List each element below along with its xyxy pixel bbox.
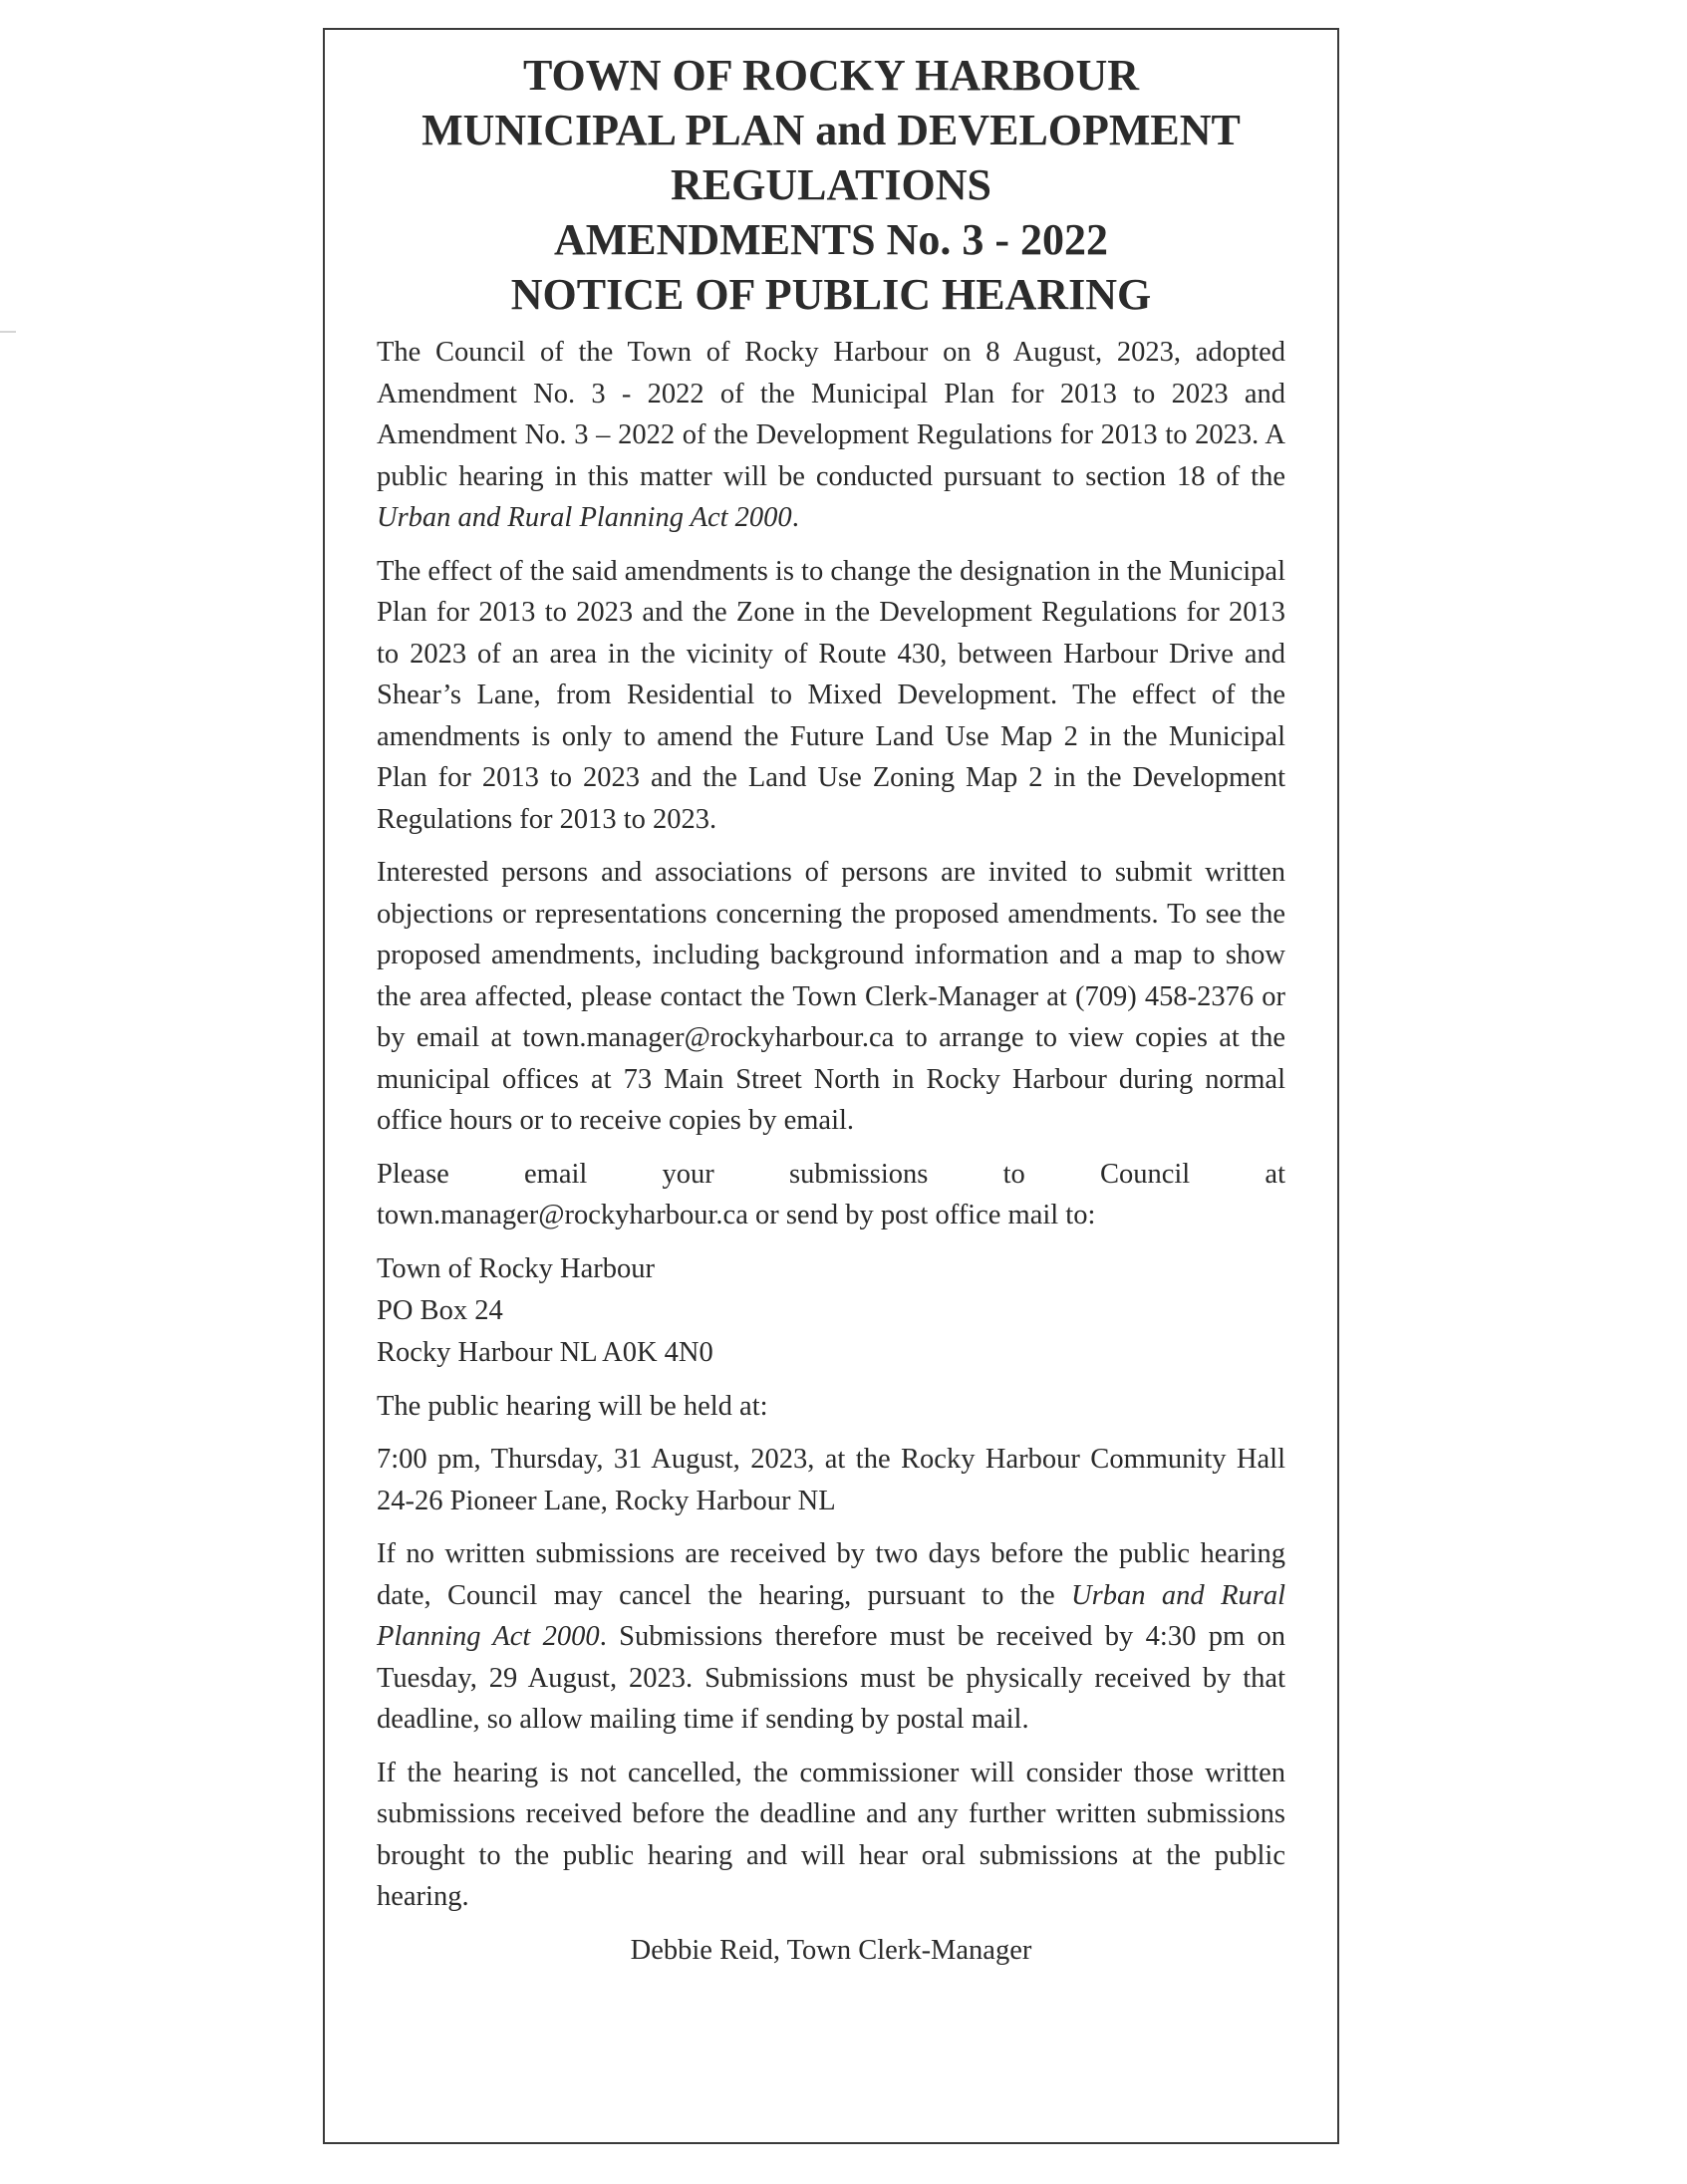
- invitation-paragraph: Interested persons and associations of persons are invited to submit written objections or representations concerning the proposed amendments. To see the proposed amendments, including background information and a map to show the area affected, please contact the Town Clerk-Manager at (709) 458-2376 or by email at town.manager@rockyharbour.ca to arrange to view copies at the municipal offices at 73 Main Street North in Rocky Harbour during normal office hours or to receive copies by email.: [377, 857, 1285, 1136]
- hearing-intro: The public hearing will be held at:: [377, 1390, 768, 1422]
- heading-amendments: AMENDMENTS No. 3 - 2022: [553, 215, 1109, 264]
- adoption-paragraph: [377, 332, 1285, 539]
- heading-notice: NOTICE OF PUBLIC HEARING: [510, 270, 1152, 319]
- heading-plan: MUNICIPAL PLAN and DEVELOPMENT: [422, 106, 1241, 154]
- mailing-address: [377, 1248, 1285, 1374]
- scan-margin-mark: [0, 331, 16, 333]
- cancellation-paragraph: [377, 1533, 1285, 1741]
- address-po-box: PO Box 24: [377, 1294, 503, 1326]
- public-notice: [323, 28, 1339, 2144]
- submission-paragraph: [377, 1154, 1285, 1236]
- notice-heading: [377, 48, 1285, 322]
- submission-line-1: Please email your submissions to Council at: [377, 1158, 1285, 1190]
- adoption-text: The Council of the Town of Rocky Harbour on 8 August, 2023, adopted Amendment No. 3 - 2022 of the Municipal Plan for 2013 to 2023 and Amendment No. 3 – 2022 of the Development Regulations for 2013 to 2023. A public hearing in this matter will be conducted pursuant to section 18 of the: [377, 337, 1285, 492]
- cancellation-text: If no written submissions are received by two days before the public hearing date, Council may cancel the hearing, pursuant to the: [377, 1538, 1285, 1611]
- effect-paragraph: The effect of the said amendments is to change the designation in the Municipal Plan for 2013 to 2023 and the Zone in the Development Regulations for 2013 to 2023 of an area in the vicinity of Route 430, between Harbour Drive and Shear’s Lane, from Residential to Mixed Development. The effect of the amendments is only to amend the Future Land Use Map 2 in the Municipal Plan for 2013 to 2023 and the Land Use Zoning Map 2 in the Development Regulations for 2013 to 2023.: [377, 555, 1285, 835]
- planning-act-reference-2: Urban and Rural Planning Act 2000: [377, 1579, 1285, 1652]
- cancellation-text-end: . Submissions therefore must be received by 4:30 pm on Tuesday, 29 August, 2023. Submissions must be physically received by that deadline, so allow mailing time if sending by postal mail.: [377, 1621, 1285, 1735]
- hearing-details: 7:00 pm, Thursday, 31 August, 2023, at the Rocky Harbour Community Hall 24-26 Pioneer Lane, Rocky Harbour NL: [377, 1444, 1285, 1516]
- signature: Debbie Reid, Town Clerk-Manager: [630, 1934, 1032, 1966]
- address-postal: Rocky Harbour NL A0K 4N0: [377, 1336, 713, 1368]
- adoption-text-end: .: [791, 502, 799, 533]
- address-town: Town of Rocky Harbour: [377, 1252, 655, 1284]
- heading-regulations: REGULATIONS: [671, 160, 991, 209]
- commissioner-paragraph: If the hearing is not cancelled, the commissioner will consider those written submissions received before the deadline and any further written submissions brought to the public hearing and will hear oral submissions at the public hearing.: [377, 1757, 1285, 1912]
- heading-town: TOWN OF ROCKY HARBOUR: [522, 51, 1140, 100]
- planning-act-reference: Urban and Rural Planning Act 2000: [377, 502, 792, 533]
- submission-line-2: town.manager@rockyharbour.ca or send by post office mail to:: [377, 1200, 1096, 1230]
